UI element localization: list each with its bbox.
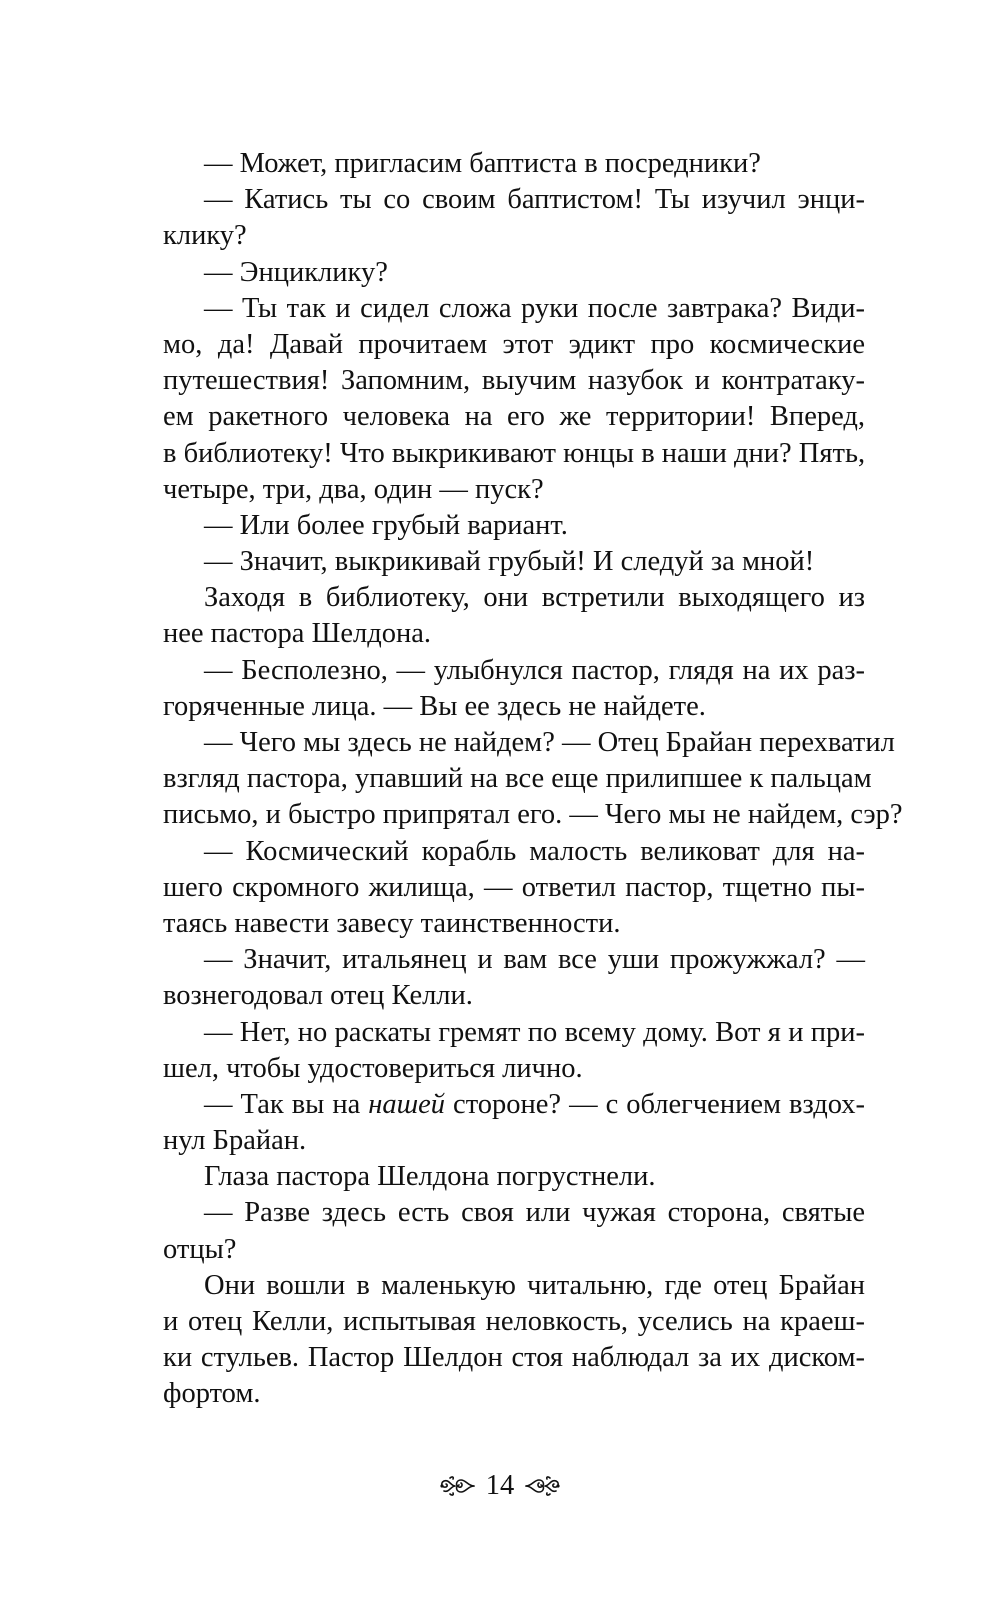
text-line: шего скромного жилища, — ответил пастор, тщетно пы-: [163, 871, 865, 903]
fleuron-left-icon: [438, 1473, 476, 1499]
text-line: — Или более грубый вариант.: [204, 509, 568, 541]
text-line: — Космический корабль малость великоват для на-: [204, 835, 865, 867]
text-line: Глаза пастора Шелдона погрустнели.: [204, 1161, 656, 1193]
text-span: — Так вы на: [204, 1088, 369, 1120]
text-line: — Энциклику?: [204, 256, 388, 288]
text-line: четыре, три, два, один — пуск?: [163, 473, 544, 505]
fleuron-right-icon: [524, 1473, 562, 1499]
text-line: в библиотеку! Что выкрикивают юнцы в наши дни? Пять,: [163, 437, 866, 469]
text-line: — Бесполезно, — улыбнулся пастор, глядя на их раз-: [204, 654, 865, 686]
text-line: — Разве здесь есть своя или чужая сторона, святые: [204, 1197, 865, 1229]
text-line: ем ракетного человека на его же территории! Вперед,: [163, 401, 865, 433]
text-line: горяченные лица. — Вы ее здесь не найдете.: [163, 690, 706, 722]
text-line: — Может, пригласим баптиста в посредники?: [204, 148, 761, 179]
page-number-footer: [0, 1468, 1000, 1504]
text-line: — Значит, выкрикивай грубый! И следуй за мной!: [204, 546, 815, 578]
text-line: мо, да! Давай прочитаем этот эдикт про космические: [163, 328, 865, 360]
text-line: вознегодовал отец Келли.: [163, 980, 473, 1012]
text-line: таясь навести завесу таинственности.: [163, 907, 621, 939]
text-line: — Ты так и сидел сложа руки после завтрака? Види-: [204, 292, 865, 324]
text-line: и отец Келли, испытывая неловкость, уселись на краеш-: [163, 1306, 865, 1337]
italic-word: нашей: [368, 1088, 446, 1120]
text-line: отцы?: [163, 1233, 237, 1265]
text-line: письмо, и быстро припрятал его. — Чего мы не найдем, сэр?: [163, 799, 903, 831]
text-line: Заходя в библиотеку, они встретили выходящего из: [204, 582, 865, 614]
page-number: 14: [485, 1470, 515, 1501]
text-line: ки стульев. Пастор Шелдон стоя наблюдал за их диском-: [163, 1342, 865, 1374]
text-line-with-italic: [163, 1087, 865, 1123]
text-span: стороне? — с облегчением вздох-: [445, 1088, 866, 1120]
text-line: — Чего мы здесь не найдем? — Отец Брайан перехватил: [204, 727, 895, 758]
text-line: Они вошли в маленькую читальню, где отец Брайан: [204, 1269, 865, 1301]
text-line: взгляд пастора, упавший на все еще прилипшее к пальцам: [163, 763, 872, 795]
text-line: клику?: [163, 220, 247, 252]
text-line: путешествия! Запомним, выучим назубок и контратаку-: [163, 365, 865, 397]
text-line: фортом.: [163, 1378, 261, 1410]
page-body: [163, 146, 903, 1413]
text-line: нул Брайан.: [163, 1125, 307, 1157]
text-line: нее пастора Шелдона.: [163, 618, 431, 650]
text-line: — Катись ты со своим баптистом! Ты изучил энци-: [204, 184, 865, 216]
text-line: — Значит, итальянец и вам все уши прожужжал? —: [204, 944, 865, 976]
text-line: — Нет, но раскаты гремят по всему дому. Вот я и при-: [204, 1016, 865, 1048]
text-line: шел, чтобы удостовериться лично.: [163, 1052, 583, 1084]
